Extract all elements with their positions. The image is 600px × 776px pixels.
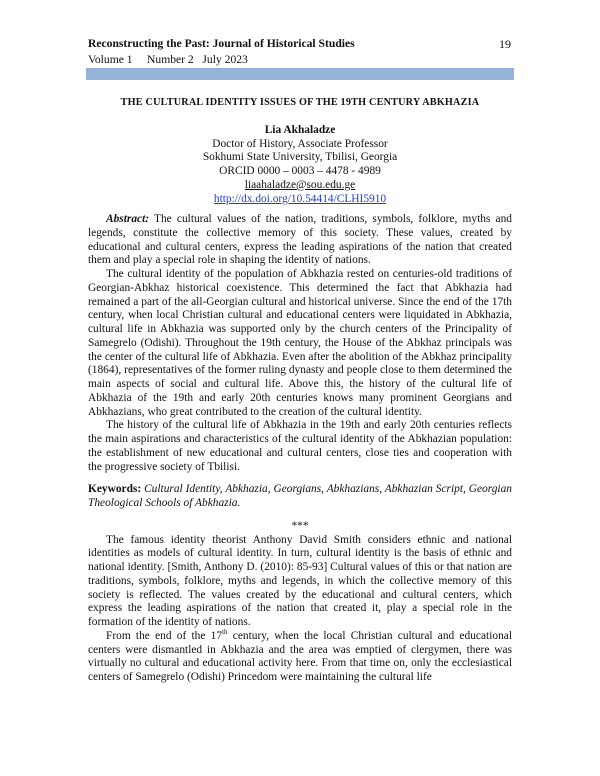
superscript-th: th	[222, 627, 228, 636]
author-degree: Doctor of History, Associate Professor	[212, 137, 388, 150]
section-separator: ***	[291, 519, 309, 532]
keywords	[88, 483, 512, 511]
doi-link[interactable]: http://dx.doi.org/10.54414/CLHI5910	[213, 192, 387, 205]
article-title: THE CULTURAL IDENTITY ISSUES OF THE 19TH CENTURY ABKHAZIA	[120, 97, 480, 108]
abstract-label: Abstract:	[106, 213, 150, 225]
author-orcid: ORCID 0000 – 0003 – 4478 - 4989	[219, 165, 381, 178]
keywords-label: Keywords:	[88, 483, 142, 496]
article-body	[88, 213, 512, 685]
author-affiliation: Sokhumi State University, Tbilisi, Georgia	[202, 151, 398, 164]
abstract-paragraph	[88, 213, 512, 268]
keywords-text: Cultural Identity, Abkhazia, Georgians, Abkhazians, Abkhazian Script, Georgian Theological Schools of Abkhazia.	[88, 483, 512, 509]
body-paragraph-2-rest: century, when the local Christian cultural and educational centers were dismantled in Abkhazia and the area was emptied of clergymen, there was virtually no cultural and educational activity here. From that time on, only the ecclesiastical centers of Samegrelo (Odishi) Princedom were maintaining the cultural life	[88, 629, 512, 683]
abstract-text: The cultural values of the nation, traditions, symbols, folklore, myths and legends, constitute the collective memory of this society. These values, created by educational and cultural centers, express the leading aspirations of the nation that created them and play a special role in shaping the identity of nations.	[88, 213, 512, 267]
abstract-paragraph-3: The history of the cultural life of Abkhazia in the 19th and early 20th centuries reflects the main aspirations and characteristics of the cultural identity of the Abkhazian population: the establishment of new educational and cultural centers, close ties and cooperation with the progressive society of Tbilisi.	[88, 419, 512, 473]
body-paragraph-2	[88, 627, 512, 685]
volume-info: Volume 1 Number 2 July 2023	[88, 53, 248, 66]
author-block	[86, 124, 514, 206]
header-rule	[86, 68, 514, 80]
journal-title: Reconstructing the Past: Journal of Historical Studies	[88, 37, 355, 50]
abstract-paragraph-2: The cultural identity of the population of Abkhazia rested on centuries-old traditions of Georgian-Abkhaz historical coexistence. This determined the fact that Abkhazia had remained a part of the all-Georgian cultural and historical universe. Since the end of the 17th century, when local Christian cultural and educational centers were liquidated in Abkhazia, cultural life in Abkhazia was supported only by the church centers of the Principality of Samegrelo (Odishi). Throughout the 19th century, the House of the Abkhaz principals was the center of the cultural life of Abkhazia. Even after the abolition of the Abkhaz principality (1864), representatives of the former ruling dynasty and people close to them determined the main aspects of social and cultural life. Above this, the history of the cultural life of Abkhazia of the 19th and early 20th centuries knows many prominent Georgians and Abkhazians, who great contributed to the creation of the cultural identity.	[88, 268, 512, 418]
body-paragraph-1: The famous identity theorist Anthony David Smith considers ethnic and national identities as models of cultural identity. In turn, cultural identity is the basis of ethnic and national identity. [Smith, Anthony D. (2010): 85-93] Cultural values of this or that nation are traditions, symbols, folklore, myths and legends, in which the collective memory of this society is reflected. The values created by the educational and cultural centers, which express the leading aspirations of the nation that created it, play a special role in the formation of the identity of nations.	[88, 533, 512, 628]
page-number: 19	[499, 37, 511, 51]
author-email-link[interactable]: liaahaladze@sou.edu.ge	[244, 178, 356, 191]
author-name: Lia Akhaladze	[264, 124, 336, 136]
body-paragraph-2-start: From the end of the 17	[106, 629, 223, 642]
